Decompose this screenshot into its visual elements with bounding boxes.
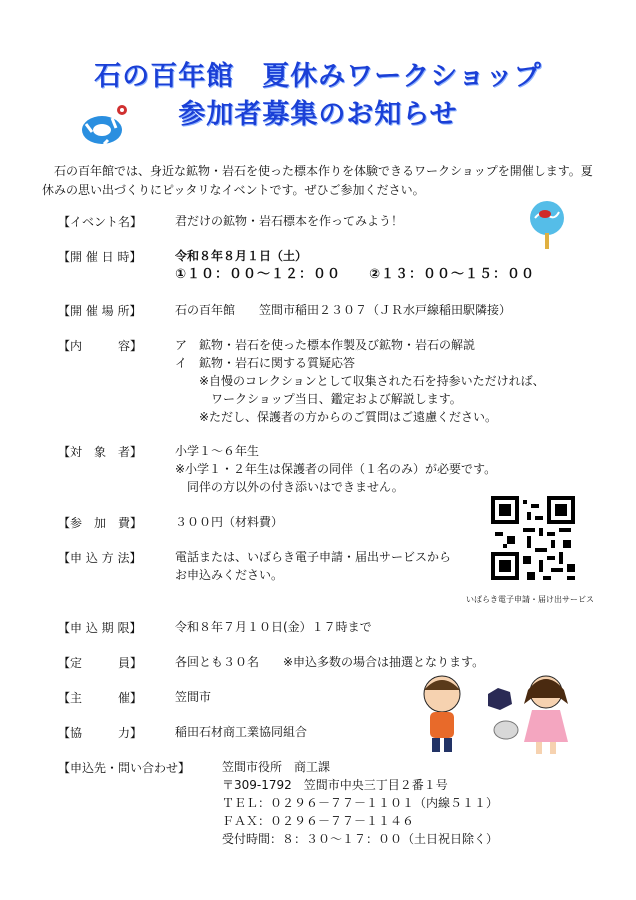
intro-paragraph: 石の百年館では、身近な鉱物・岩石を使った標本作りを体験できるワークショップを開催します。夏休みの思い出づくりにピッタリなイベントです。ぜひご参加ください。 — [42, 164, 593, 197]
organizer-value: 笠間市 — [175, 690, 212, 704]
contact-line-3: ＴＥＬ：０２９６－７７－１１０１（内線５１１） — [222, 796, 499, 810]
content-label: 【内 容】 — [58, 339, 143, 353]
content-line-2: イ 鉱物・岩石に関する質疑応答 — [175, 356, 356, 370]
page-title-line1: 石の百年館 夏休みワークショップ — [94, 61, 542, 92]
target-line-3: 同伴の方以外の付き添いはできません。 — [175, 480, 404, 494]
content-line-4: ワークショップ当日、鑑定および解説します。 — [175, 392, 462, 406]
capacity-value: 各回とも３０名 ※申込多数の場合は抽選となります。 — [175, 655, 485, 669]
datetime-label: 【開 催 日 時】 — [58, 250, 142, 264]
place-value: 石の百年館 笠間市稲田２３０７（ＪＲ水戸線稲田駅隣接） — [175, 303, 512, 317]
fee-value: ３００円（材料費） — [175, 515, 284, 529]
contact-line-2: 〒309-1792 笠間市中央三丁目２番１号 — [222, 778, 448, 792]
capacity-label: 【定 員】 — [58, 656, 143, 670]
place-label: 【開 催 場 所】 — [58, 304, 142, 318]
children-illustration — [420, 672, 580, 762]
contact-label: 【申込先・問い合わせ】 — [58, 761, 191, 775]
content-line-5: ※ただし、保護者の方からのご質問はご遠慮ください。 — [175, 410, 498, 424]
cooperation-label: 【協 力】 — [58, 726, 143, 740]
fan-illustration — [523, 200, 571, 250]
contact-line-4: ＦＡＸ：０２９６－７７－１１４６ — [222, 814, 415, 828]
content-line-1: ア 鉱物・岩石を使った標本作製及び鉱物・岩石の解説 — [175, 338, 476, 352]
apply-method-label: 【申 込 方 法】 — [58, 551, 142, 565]
event-date: 令和８年８月１日（土） — [175, 249, 308, 263]
page-title-line2: 参加者募集のお知らせ — [178, 99, 458, 130]
target-line-1: 小学１～６年生 — [175, 444, 260, 458]
cooperation-value: 稲田石材商工業協同組合 — [175, 725, 308, 739]
qr-code[interactable] — [491, 496, 575, 580]
event-sessions: ①１０：００～１２：００ ②１３：００～１５：００ — [175, 267, 536, 282]
apply-method-line-1: 電話または、いばらき電子申請・届出サービスから — [175, 550, 452, 564]
event-name-label: 【イベント名】 — [58, 215, 143, 229]
apply-method-line-2: お申込みください。 — [175, 568, 284, 582]
contact-line-1: 笠間市役所 商工課 — [222, 760, 331, 774]
content-line-3: ※自慢のコレクションとして収集された石を持参いただければ、 — [175, 374, 545, 388]
deadline-value: 令和８年７月１０日(金）１７時まで — [175, 620, 372, 634]
deadline-label: 【申 込 期 限】 — [58, 621, 142, 635]
fee-label: 【参 加 費】 — [58, 516, 143, 530]
target-label: 【対 象 者】 — [58, 445, 143, 459]
event-name-value: 君だけの鉱物・岩石標本を作ってみよう！ — [175, 214, 404, 228]
organizer-label: 【主 催】 — [58, 691, 143, 705]
target-line-2: ※小学１・２年生は保護者の同伴（１名のみ）が必要です。 — [175, 462, 497, 476]
contact-line-5: 受付時間：８：３０～１７：００（土日祝日除く） — [222, 832, 499, 846]
qr-caption: いばらき電子申請・届け出サービス — [466, 595, 594, 604]
